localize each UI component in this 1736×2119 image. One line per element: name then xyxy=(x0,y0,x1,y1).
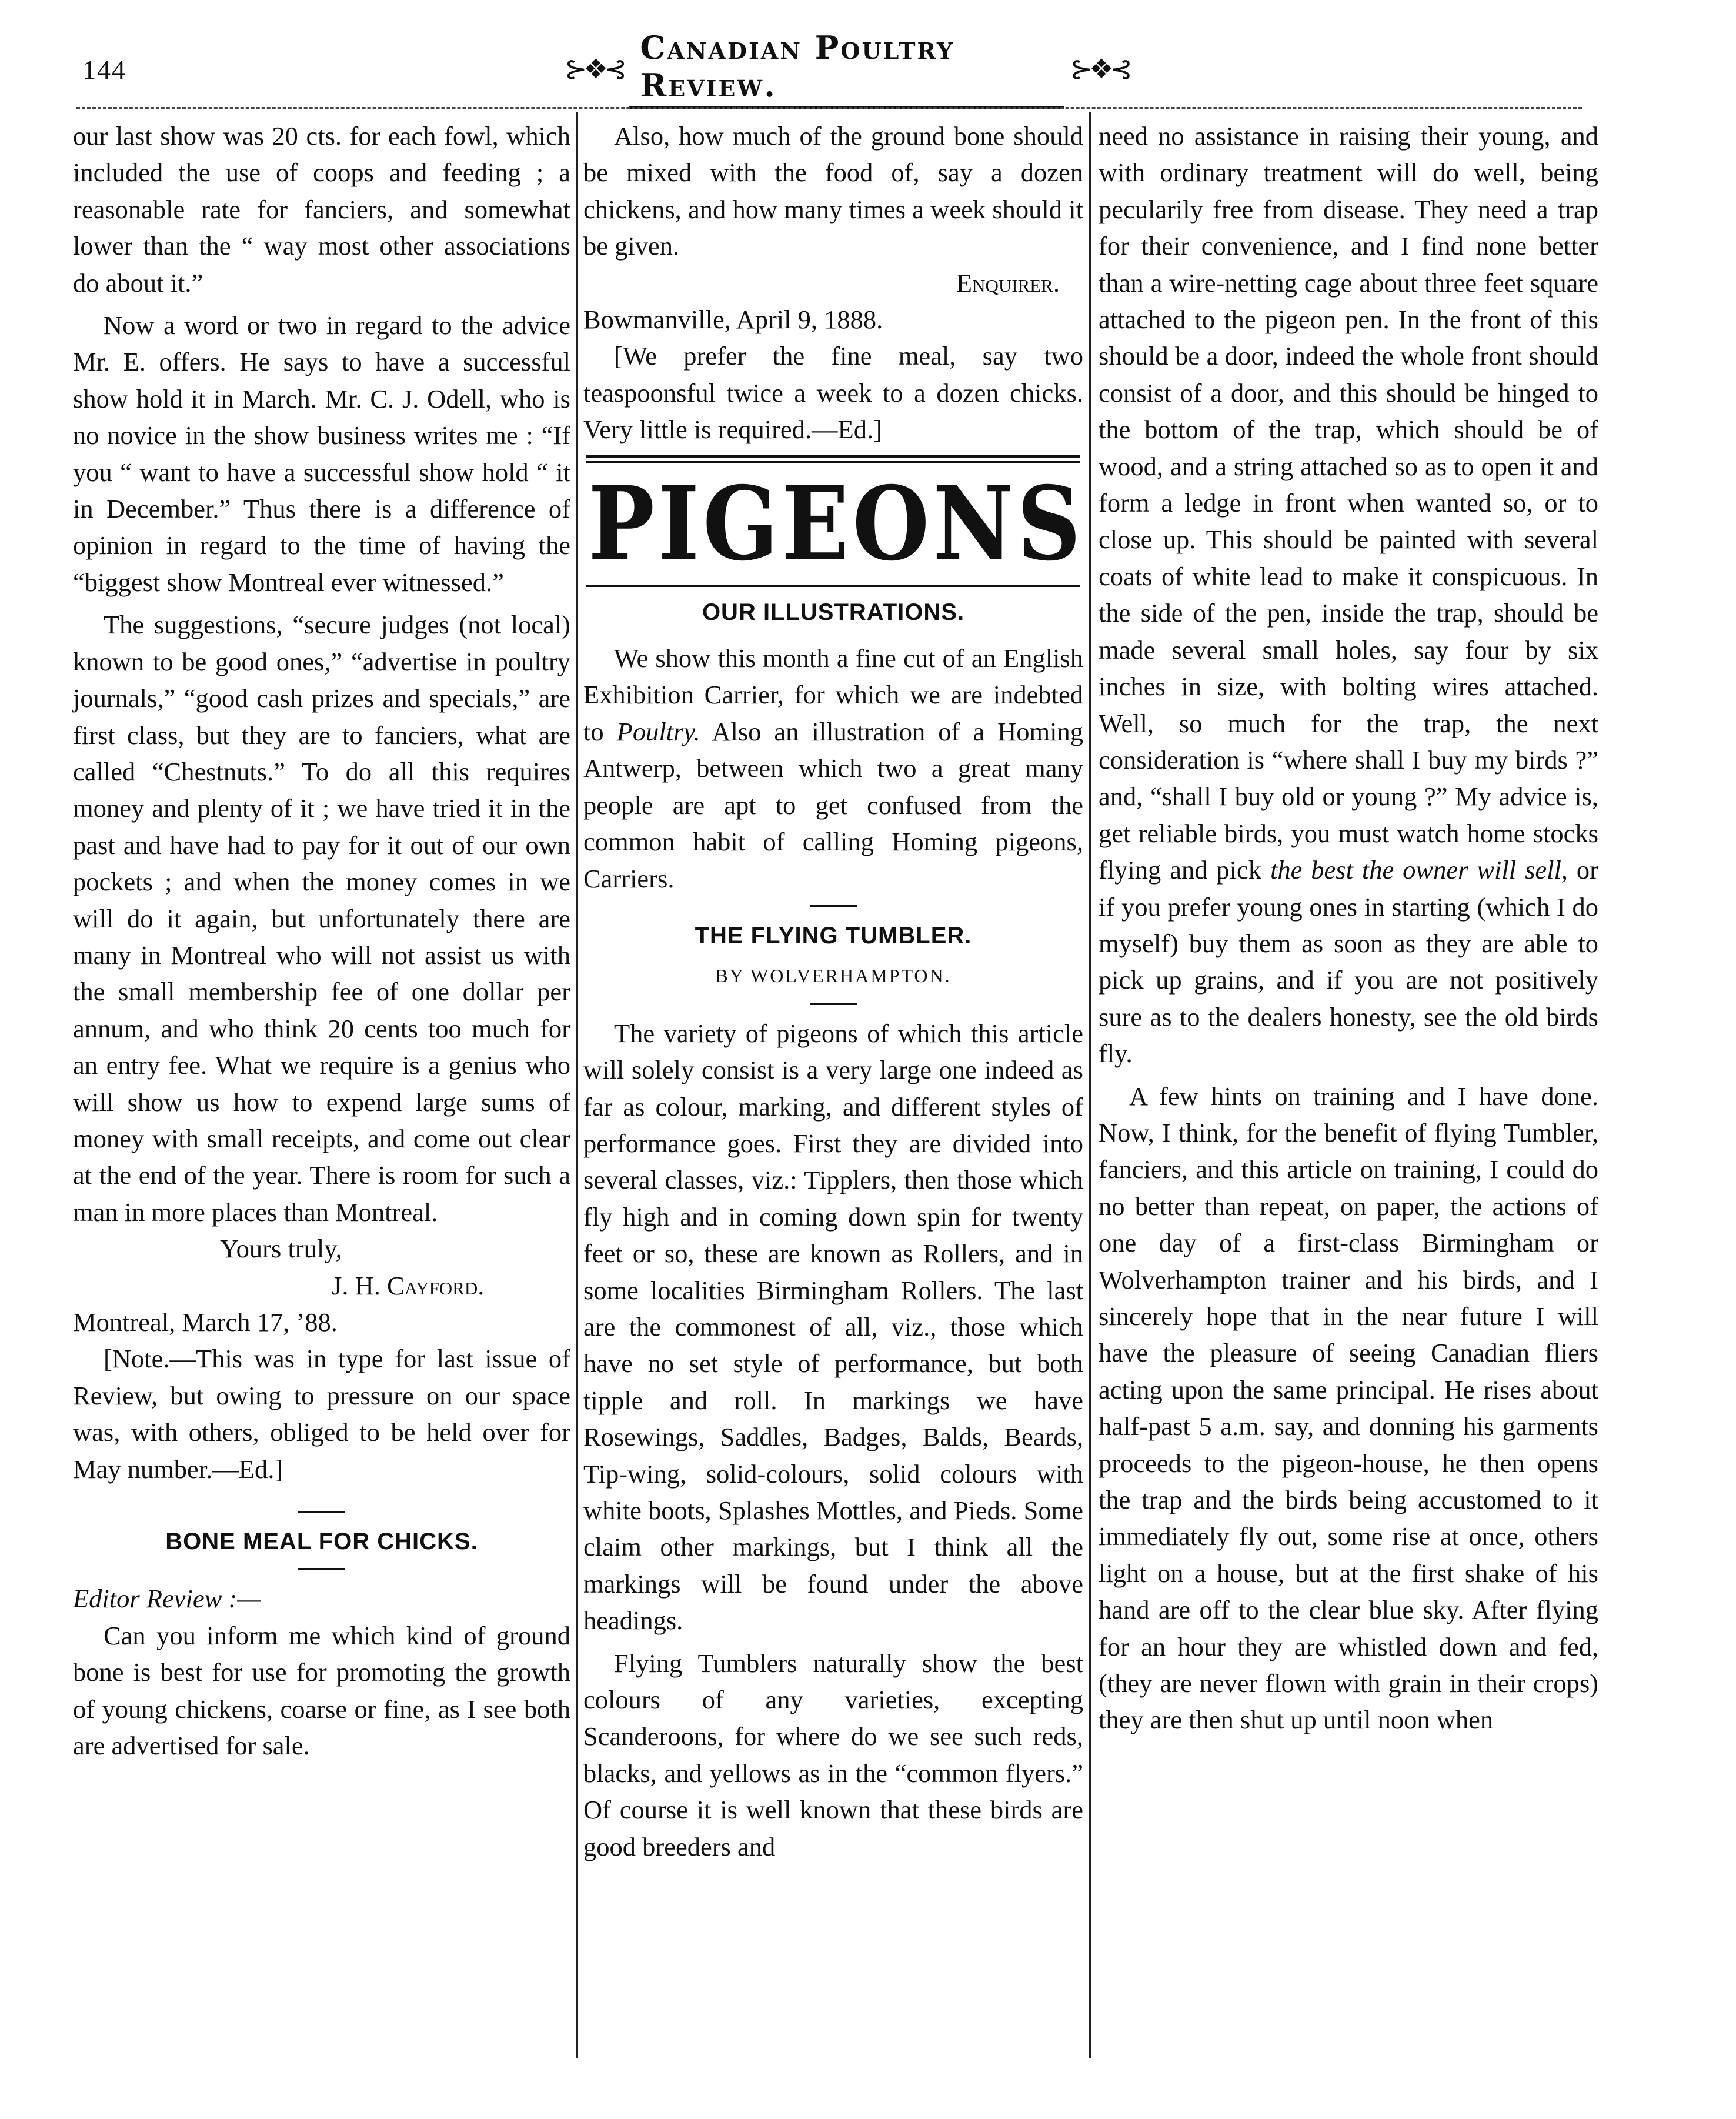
header-rule xyxy=(76,107,1582,109)
right-ornament-icon: ⊱❖⊰ xyxy=(1070,54,1129,84)
page-number: 144 xyxy=(82,55,126,85)
editor-reply: [We prefer the fine meal, say two teaspoonsful twice a week to a dozen chicks. Very little is required.—Ed.] xyxy=(583,341,1083,445)
left-ornament-icon: ⊱❖⊰ xyxy=(565,54,624,84)
column-rule-2 xyxy=(1089,112,1091,2058)
single-rule xyxy=(586,585,1080,587)
masthead xyxy=(565,29,1129,104)
column-2 xyxy=(583,118,1083,1865)
byline: BY WOLVERHAMPTON. xyxy=(715,965,952,987)
editor-note: [Note.—This was in type for last issue of Review, but owing to pressure on our space was, with others, obliged to be held over for May number.—Ed.] xyxy=(73,1344,570,1484)
pigeons-title: PIGEONS xyxy=(588,465,1084,584)
section-rule xyxy=(810,905,857,907)
double-rule xyxy=(586,455,1080,463)
section-rule xyxy=(298,1568,345,1570)
section-heading: OUR ILLUSTRATIONS. xyxy=(702,599,965,625)
paragraph: Also, how much of the ground bone should be mixed with the food of, say a dozen chickens, and how many times a week should it be given. xyxy=(583,121,1083,261)
signature: Enquirer. xyxy=(956,268,1060,298)
pigeons-banner xyxy=(583,465,1084,584)
signoff: Yours truly, xyxy=(220,1234,342,1264)
dateline: Montreal, March 17, ’88. xyxy=(73,1307,338,1337)
paragraph: Now a word or two in regard to the advice Mr. E. offers. He says to have a successful show hold it in March. Mr. C. J. Odell, who is no novice in the show business writes me : “If you “ want to have a successful show hold “ it in December.” Thus there is a difference of opinion in regard to the time of having the “biggest show Montreal ever witnessed.” xyxy=(73,311,570,597)
paragraph: Flying Tumblers naturally show the best colours of any varieties, excepting Scanderoons, for where do we see such reds, blacks, and yellows as in the “common flyers.” Of course it is well known that these birds are good breeders and xyxy=(583,1648,1083,1861)
paragraph: We show this month a fine cut of an English Exhibition Carrier, for which we are indebted to Poultry. Also an illustration of a Homing Antwerp, between which two a great many people are apt to get confused from the common habit of calling Homing pigeons, Carriers. xyxy=(583,643,1083,893)
salutation: Editor Review :— xyxy=(73,1584,261,1614)
column-3 xyxy=(1099,118,1598,1738)
paragraph: Can you inform me which kind of ground bone is best for use for promoting the growth of young chickens, coarse or fine, as I see both are advertised for sale. xyxy=(73,1620,570,1761)
paragraph: need no assistance in raising their young, and with ordinary treatment will do well, being pecularily free from disease. They need a trap for their convenience, and I find none better than a wire-netting cage about three feet square attached to the pigeon pen. In the front of this should be a door, indeed the whole front should consist of a door, and this should be hinged to the bottom of the trap, which should be of wood, and a string attached so as to open it and form a ledge in front when wanted so, or to close up. This should be painted with several coats of white lead to make it conspicuous. In the side of the pen, inside the trap, should be made several small holes, say four by six inches in size, with bolting wires attached. Well, so much for the trap, the next consideration is “where shall I buy my birds ?” and, “shall I buy old or young ?” My advice is, get reliable birds, you must watch home stocks flying and pick the best the owner will sell, or if you prefer young ones in starting (which I do myself) buy them as soon as they are able to pick up grains, and if you are not positively sure as to the dealers honesty, see the old birds fly. xyxy=(1099,121,1599,1069)
paragraph: The suggestions, “secure judges (not local) known to be good ones,” “advertise in poultry journals,” “good cash prizes and specials,” are first class, but they are to fanciers, what are called “Chestnuts.” To do all this requires money and plenty of it ; we have tried it in the past and have had to pay for it out of our own pockets ; and when the money comes in we will do it again, but unfortunately there are many in Montreal who will not assist us with the small membership fee of one dollar per annum, and who think 20 cents too much for an entry fee. What we require is a genius who will show us how to expend large sums of money with small receipts, and come out clear at the end of the year. There is room for such a man in more places than Montreal. xyxy=(73,610,570,1227)
column-rule-1 xyxy=(576,112,578,2058)
masthead-title: Canadian Poultry Review. xyxy=(629,29,1064,109)
paragraph: A few hints on training and I have done. Now, I think, for the benefit of flying Tumbler, fanciers, and this article on training, I could do no better than repeat, on paper, the actions of one day of a first-class Birmingham or Wolverhampton trainer and his birds, and I sincerely hope that in the near future I will have the pleasure of seeing Canadian fliers acting upon the same principal. He rises about half-past 5 a.m. say, and donning his garments proceeds to the pigeon-house, he then opens the trap and the birds being accustomed to it immediately fly out, some rise at once, others light on a house, but at the first shake of his hand are off to the clear blue sky. After flying for an hour they are whistled down and fed, (they are never flown with grain in their crops) they are then shut up until noon when xyxy=(1099,1081,1598,1735)
paragraph: our last show was 20 cts. for each fowl, which included the use of coops and feeding ; a reasonable rate for fanciers, and somewhat lower than the “ way most other associations do about it.” xyxy=(73,121,570,298)
dateline: Bowmanville, April 9, 1888. xyxy=(583,305,883,335)
paragraph: The variety of pigeons of which this article will solely consist is a very large one indeed as far as colour, marking, and different styles of performance goes. First they are divided into several classes, viz.: Tipplers, then those which fly high and in coming down spin for twenty feet or so, these are known as Rollers, and in some localities Birmingham Rollers. The last are the commonest of all, viz., those which have no set style of performance, but both tipple and roll. In markings we have Rosewings, Saddles, Badges, Balds, Beards, Tip-wing, solid-colours, solid colours with white boots, Splashes Mottles, and Pieds. Some claim other markings, but I think all the markings will be found under the above headings. xyxy=(583,1018,1083,1636)
signature: J. H. Cayford. xyxy=(332,1270,485,1300)
section-heading: BONE MEAL FOR CHICKS. xyxy=(165,1529,478,1555)
section-heading: THE FLYING TUMBLER. xyxy=(695,922,972,949)
column-1 xyxy=(73,118,570,1764)
section-rule xyxy=(810,1003,857,1005)
section-rule xyxy=(298,1511,345,1513)
